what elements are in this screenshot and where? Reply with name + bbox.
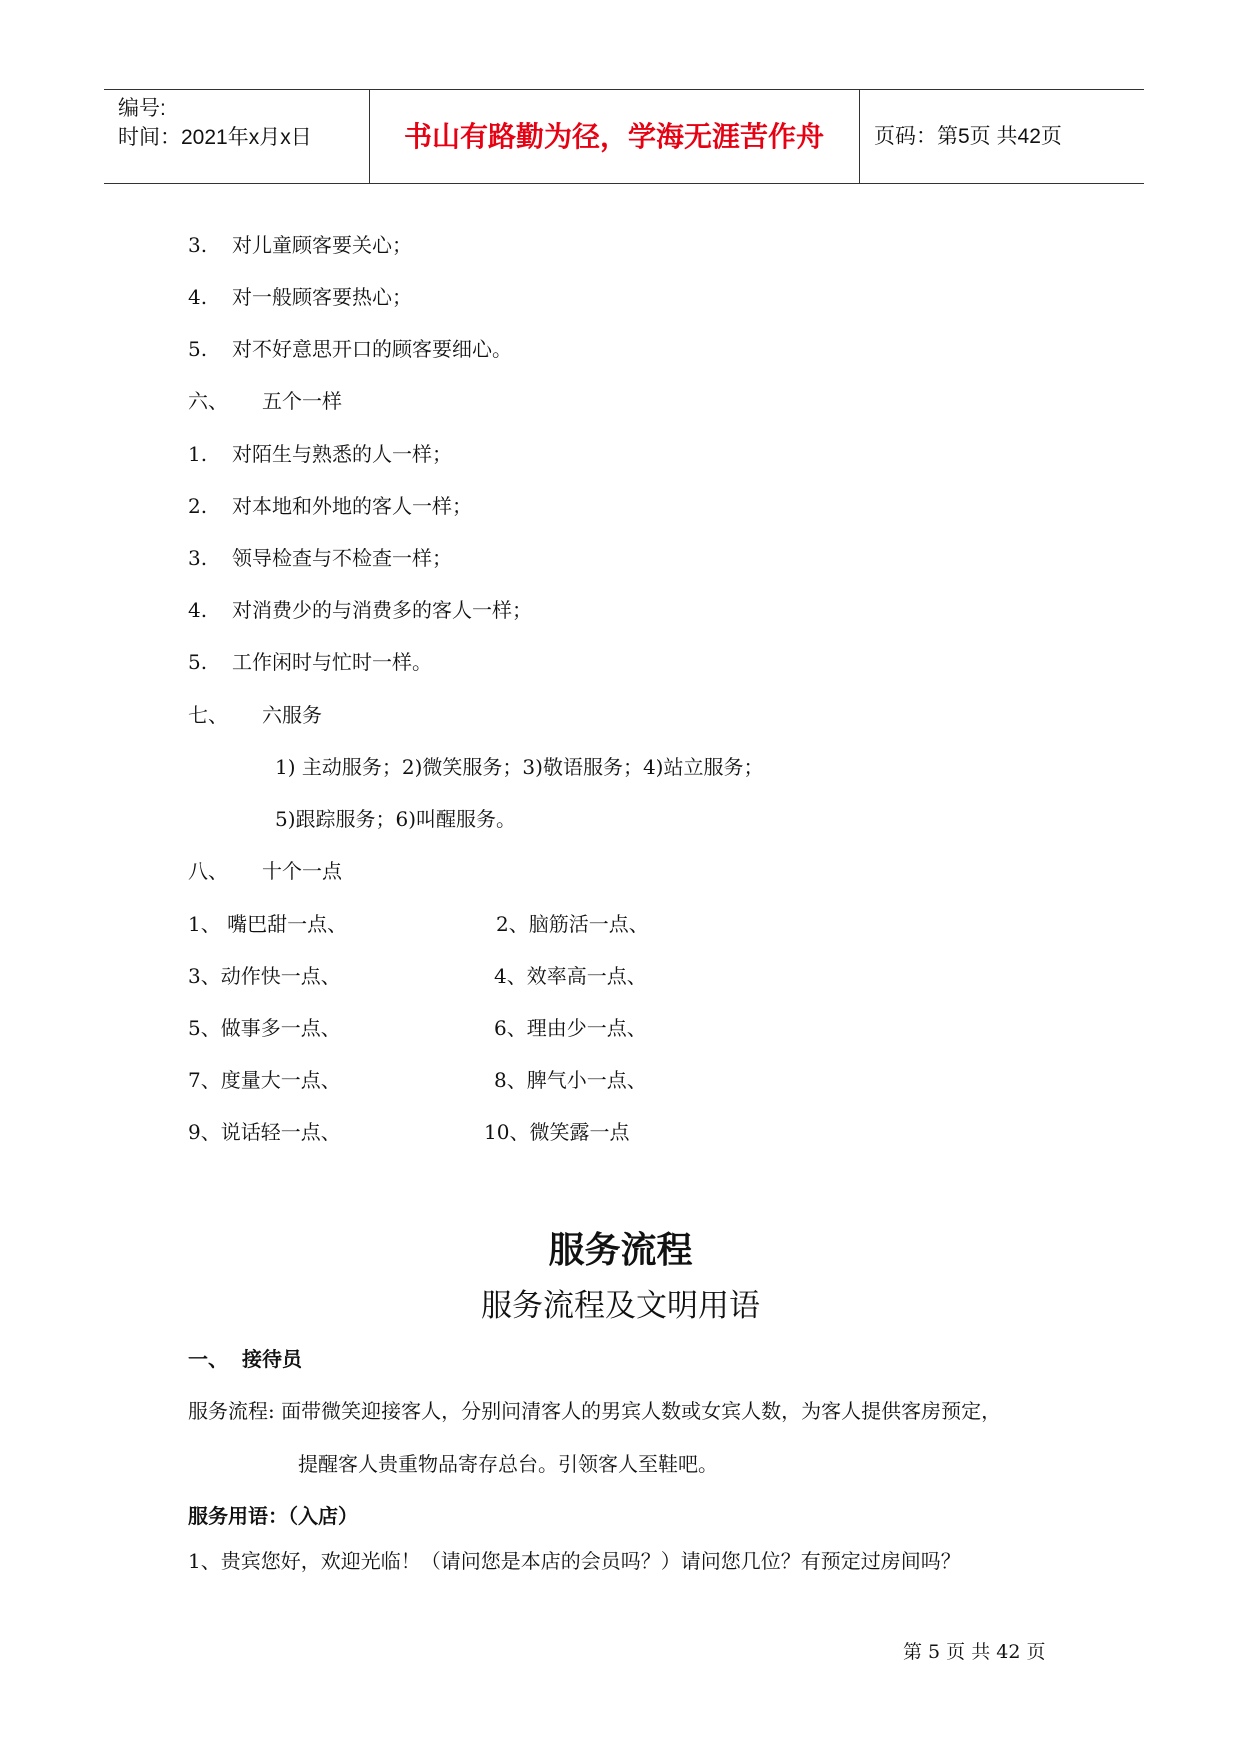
- section-number: 七、: [188, 703, 228, 727]
- list-item: 6、理由少一点、: [494, 1016, 647, 1040]
- list-item: 8、脾气小一点、: [494, 1068, 647, 1092]
- service-phrase-title: 服务用语：（入店）: [188, 1504, 358, 1528]
- sub-title: 服务流程及文明用语: [481, 1288, 760, 1324]
- item-number: 3.: [188, 233, 208, 257]
- header-info: [118, 94, 312, 152]
- service-flow-text: 提醒客人贵重物品寄存总台。引领客人至鞋吧。: [298, 1452, 718, 1476]
- list-item: [188, 441, 452, 467]
- item-text: 对陌生与熟悉的人一样；: [232, 442, 452, 466]
- section-number: 八、: [188, 859, 228, 883]
- list-item: 9、说话轻一点、: [188, 1120, 341, 1144]
- item-text: 对本地和外地的客人一样；: [232, 494, 472, 518]
- section-heading: [188, 858, 342, 884]
- item-number: 4.: [188, 285, 208, 309]
- header-divider: [859, 90, 860, 183]
- list-item: 5、做事多一点、: [188, 1016, 341, 1040]
- section-title: 十个一点: [262, 859, 342, 883]
- list-item: 1、 嘴巴甜一点、: [188, 912, 348, 936]
- section-title: 六服务: [262, 703, 322, 727]
- section-title: 五个一样: [262, 389, 342, 413]
- list-item: [188, 649, 432, 675]
- header-motto: 书山有路勤为径，学海无涯苦作舟: [403, 120, 824, 153]
- item-number: 3.: [188, 546, 208, 570]
- list-item: [188, 336, 512, 362]
- page-footer: 第 5 页 共 42 页: [903, 1641, 1046, 1663]
- list-item: [188, 545, 452, 571]
- item-text: 对不好意思开口的顾客要细心。: [232, 337, 512, 361]
- list-item: [188, 232, 412, 258]
- time-label: 时间：2021年x月x日: [118, 126, 312, 149]
- item-number: 1.: [188, 442, 208, 466]
- list-item: [188, 284, 412, 310]
- main-title: 服务流程: [548, 1230, 693, 1271]
- list-item: 10、微笑露一点: [484, 1120, 630, 1144]
- list-item: 4、效率高一点、: [494, 964, 647, 988]
- service-phrase: 1、贵宾您好，欢迎光临！（请问您是本店的会员吗？）请问您几位？有预定过房间吗？: [188, 1549, 961, 1573]
- item-text: 对儿童顾客要关心；: [232, 233, 412, 257]
- item-number: 4.: [188, 598, 208, 622]
- item-number: 5.: [188, 650, 208, 674]
- list-item: 3、动作快一点、: [188, 964, 341, 988]
- item-text: 工作闲时与忙时一样。: [232, 650, 432, 674]
- item-number: 5.: [188, 337, 208, 361]
- item-text: 领导检查与不检查一样；: [232, 546, 452, 570]
- list-item: 7、度量大一点、: [188, 1068, 341, 1092]
- list-item: [188, 493, 472, 519]
- section-heading: [188, 388, 342, 414]
- list-item: 2、脑筋活一点、: [496, 912, 649, 936]
- item-text: 对消费少的与消费多的客人一样；: [232, 598, 532, 622]
- page-header: [104, 89, 1144, 184]
- header-page-number: 页码：第5页 共42页: [874, 125, 1062, 148]
- serial-number-label: 编号:: [118, 97, 166, 120]
- section-number: 一、: [188, 1347, 228, 1371]
- item-number: 2.: [188, 494, 208, 518]
- list-item: [188, 597, 532, 623]
- services-line: 1) 主动服务；2)微笑服务；3)敬语服务；4)站立服务；: [275, 755, 764, 779]
- services-line: 5)跟踪服务；6)叫醒服务。: [275, 807, 517, 831]
- service-flow-text: 服务流程: 面带微笑迎接客人，分别问清客人的男宾人数或女宾人数，为客人提供客房预定，: [188, 1399, 1002, 1423]
- section-heading: [188, 1346, 302, 1372]
- section-heading: [188, 702, 322, 728]
- section-number: 六、: [188, 389, 228, 413]
- section-title: 接待员: [242, 1347, 302, 1371]
- item-text: 对一般顾客要热心；: [232, 285, 412, 309]
